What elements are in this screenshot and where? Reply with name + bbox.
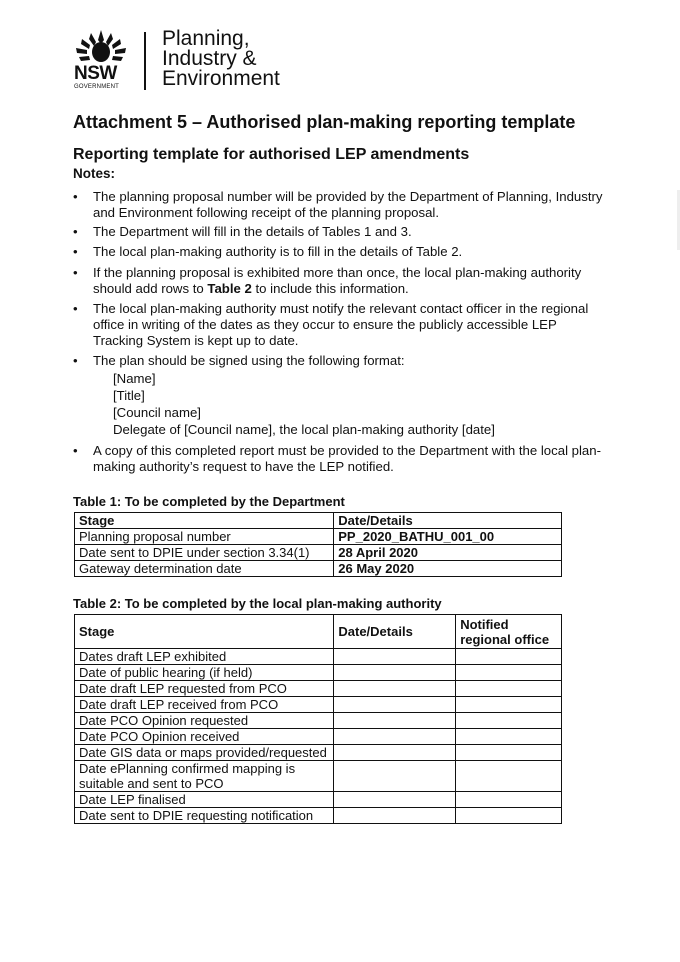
table-1	[74, 512, 562, 577]
table-cell: Date PCO Opinion requested	[75, 713, 334, 729]
nsw-government-logo	[73, 28, 313, 92]
table-cell	[334, 745, 456, 761]
table-row	[75, 615, 562, 649]
table-header-cell: Notified regional office	[456, 615, 562, 649]
waratah-icon	[73, 28, 129, 64]
note-text	[93, 265, 603, 297]
note-text: The local plan-making authority is to fill in the details of Table 2.	[93, 244, 463, 259]
bullet-point: •	[73, 443, 78, 458]
table-cell	[456, 729, 562, 745]
signature-format-line: Delegate of [Council name], the local plan-making authority [date]	[113, 422, 495, 437]
table-header-cell: Stage	[75, 615, 334, 649]
table-cell	[456, 665, 562, 681]
table-1-title: Table 1: To be completed by the Department	[73, 494, 345, 509]
table-row	[75, 792, 562, 808]
table-header-cell: Date/Details	[334, 513, 562, 529]
bullet-point: •	[73, 353, 78, 368]
signature-format-line: [Council name]	[113, 405, 201, 420]
table-cell	[456, 649, 562, 665]
department-ampersand: &	[242, 47, 257, 70]
table-cell	[334, 713, 456, 729]
table-cell: Date sent to DPIE requesting notification	[75, 808, 334, 824]
table-cell: Date PCO Opinion received	[75, 729, 334, 745]
table-row	[75, 697, 562, 713]
bullet-point: •	[73, 244, 78, 259]
table-cell	[456, 697, 562, 713]
table-cell: Date draft LEP requested from PCO	[75, 681, 334, 697]
department-line-2	[162, 49, 280, 69]
department-line-3: Environment	[162, 67, 280, 90]
note-text: The Department will fill in the details of Tables 1 and 3.	[93, 224, 412, 239]
document-subtitle: Reporting template for authorised LEP amendments	[73, 146, 470, 163]
table-row	[75, 745, 562, 761]
table-cell	[334, 792, 456, 808]
signature-format-line: [Name]	[113, 371, 156, 386]
table-cell: Dates draft LEP exhibited	[75, 649, 334, 665]
table-cell	[456, 808, 562, 824]
table-cell: Planning proposal number	[75, 529, 334, 545]
department-name	[162, 29, 280, 89]
table-header-cell: Date/Details	[334, 615, 456, 649]
logo-government-text: GOVERNMENT	[74, 84, 120, 90]
table-row	[75, 545, 562, 561]
table-cell	[456, 761, 562, 792]
table-row	[75, 649, 562, 665]
table-cell	[334, 729, 456, 745]
table-cell: 28 April 2020	[334, 545, 562, 561]
table-cell: Date LEP finalised	[75, 792, 334, 808]
note-text-part: If the planning proposal is exhibited more than once, the local plan-making authority should add rows to	[93, 265, 582, 296]
notes-label: Notes:	[73, 166, 116, 181]
logo-divider	[144, 32, 146, 90]
table-cell	[334, 761, 456, 792]
note-text-part: to include this information.	[251, 281, 409, 296]
note-text: The plan should be signed using the following format:	[93, 353, 405, 368]
table-cell	[456, 681, 562, 697]
table-row	[75, 761, 562, 792]
bullet-point: •	[73, 224, 78, 239]
table-cell	[334, 808, 456, 824]
note-text: A copy of this completed report must be provided to the Department with the local plan-making authority’s request to have the LEP notified.	[93, 443, 601, 474]
table-row	[75, 513, 562, 529]
table-row	[75, 529, 562, 545]
table-cell: 26 May 2020	[334, 561, 562, 577]
table-cell	[456, 792, 562, 808]
table-cell	[334, 649, 456, 665]
table-row	[75, 665, 562, 681]
table-cell: Date ePlanning confirmed mapping is suitable and sent to PCO	[75, 761, 334, 792]
table-cell	[456, 713, 562, 729]
logo-nsw-text: NSW	[74, 63, 117, 84]
table-row	[75, 681, 562, 697]
bullet-point: •	[73, 189, 78, 204]
table-cell	[334, 665, 456, 681]
table-cell: PP_2020_BATHU_001_00	[334, 529, 562, 545]
table-row	[75, 561, 562, 577]
table-cell: Date GIS data or maps provided/requested	[75, 745, 334, 761]
signature-format-line: [Title]	[113, 388, 145, 403]
table-cell	[456, 745, 562, 761]
table-header-cell: Stage	[75, 513, 334, 529]
table-cell: Date of public hearing (if held)	[75, 665, 334, 681]
table-cell	[334, 681, 456, 697]
department-line-2-word: Industry	[162, 47, 237, 70]
note-text: The local plan-making authority must notify the relevant contact officer in the regional office in writing of the dates as they occur to ensure the publicly accessible LEP Tracking System is kept up to date.	[93, 301, 589, 348]
note-text: The planning proposal number will be provided by the Department of Planning, Industry and Environment following receipt of the planning proposal.	[93, 189, 603, 220]
bullet-point: •	[73, 265, 78, 280]
document-title: Attachment 5 – Authorised plan-making reporting template	[73, 112, 576, 132]
note-text-bold: Table 2	[207, 281, 252, 296]
table-cell	[334, 697, 456, 713]
table-row	[75, 713, 562, 729]
table-2-title: Table 2: To be completed by the local plan-making authority	[73, 596, 442, 611]
table-row	[75, 808, 562, 824]
table-2	[74, 614, 562, 824]
table-cell: Gateway determination date	[75, 561, 334, 577]
bullet-point: •	[73, 301, 78, 316]
table-row	[75, 729, 562, 745]
department-line-1: Planning,	[162, 27, 250, 50]
table-cell: Date sent to DPIE under section 3.34(1)	[75, 545, 334, 561]
table-cell: Date draft LEP received from PCO	[75, 697, 334, 713]
